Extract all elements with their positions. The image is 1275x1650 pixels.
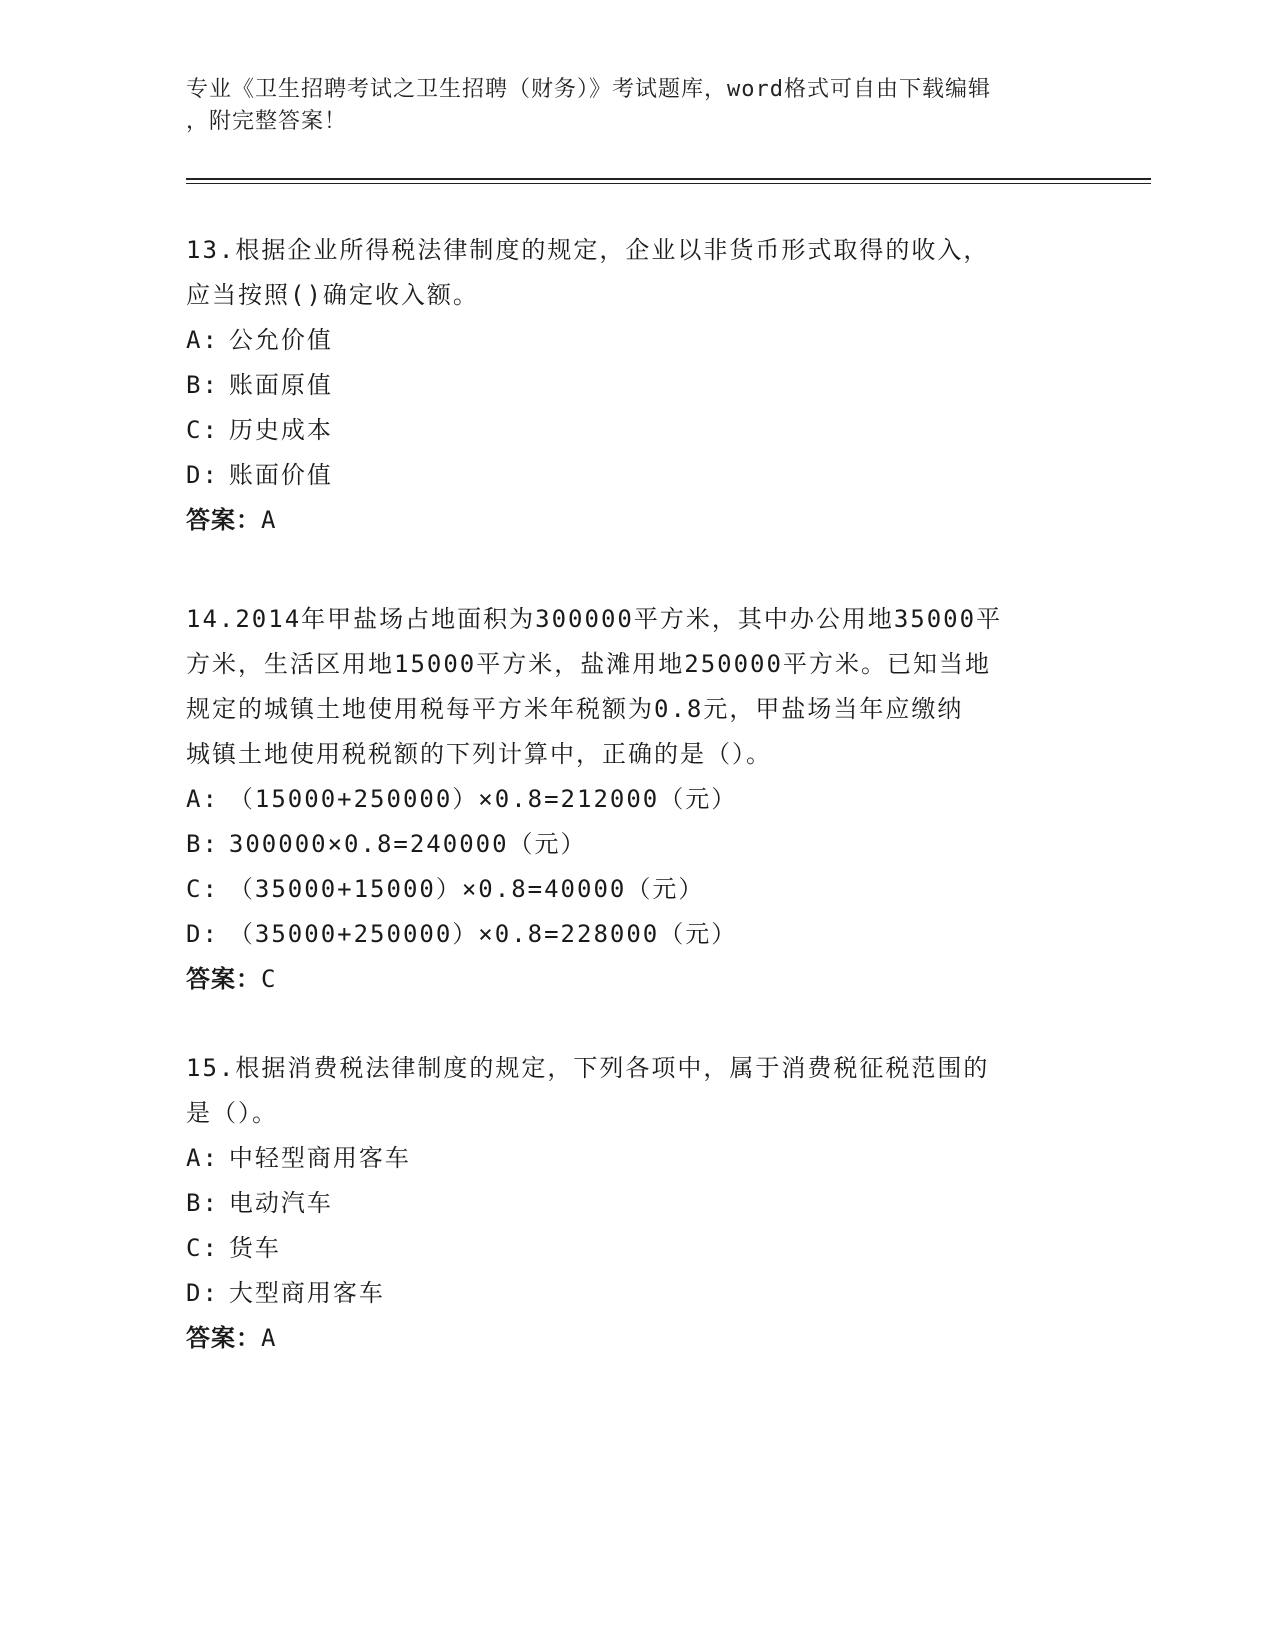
- option-d: [186, 1271, 1086, 1316]
- option-c: [186, 408, 1086, 453]
- option-text: 电动汽车: [228, 1189, 333, 1217]
- option-label: D:: [186, 920, 219, 948]
- option-label: D:: [186, 461, 219, 489]
- option-text: 大型商用客车: [228, 1279, 385, 1307]
- question-stem-line: 13.根据企业所得税法律制度的规定，企业以非货币形式取得的收入，: [186, 236, 990, 264]
- option-label: D:: [186, 1279, 219, 1307]
- question-stem-line: 应当按照()确定收入额。: [186, 281, 479, 309]
- option-label: A:: [186, 1144, 219, 1172]
- question-14: [186, 597, 1086, 1002]
- header-divider-thin: [186, 183, 1151, 184]
- answer-value: A: [261, 1324, 277, 1352]
- option-text: 历史成本: [228, 416, 333, 444]
- answer-value: A: [261, 506, 277, 534]
- option-label: C:: [186, 1234, 219, 1262]
- option-text: 货车: [228, 1234, 281, 1262]
- answer-label: 答案：: [186, 506, 261, 534]
- header-line-2: ，附完整答案！: [186, 109, 348, 134]
- option-text: （35000+250000）×0.8=228000（元）: [228, 920, 738, 948]
- option-a: [186, 1136, 1086, 1181]
- answer-label: 答案：: [186, 1324, 261, 1352]
- option-text: 中轻型商用客车: [228, 1144, 411, 1172]
- question-stem-line: 是（）。: [186, 1099, 278, 1127]
- answer: [186, 957, 1086, 1002]
- answer: [186, 498, 1086, 543]
- question-stem-line: 城镇土地使用税税额的下列计算中，正确的是（）。: [186, 740, 772, 768]
- option-label: B:: [186, 830, 219, 858]
- question-13: [186, 228, 1086, 543]
- option-b: [186, 1181, 1086, 1226]
- option-text: 账面价值: [228, 461, 333, 489]
- option-label: C:: [186, 416, 219, 444]
- question-15: [186, 1046, 1086, 1361]
- option-label: A:: [186, 785, 219, 813]
- option-d: [186, 912, 1086, 957]
- header-line-1: 专业《卫生招聘考试之卫生招聘（财务）》考试题库，word格式可自由下载编辑: [186, 77, 991, 102]
- option-label: A:: [186, 326, 219, 354]
- answer-label: 答案：: [186, 965, 261, 993]
- question-stem-line: 规定的城镇土地使用税每平方米年税额为0.8元，甲盐场当年应缴纳: [186, 695, 964, 723]
- document-header: [186, 74, 1066, 138]
- option-text: （15000+250000）×0.8=212000（元）: [228, 785, 738, 813]
- answer-value: C: [261, 965, 277, 993]
- question-stem-line: 方米，生活区用地15000平方米，盐滩用地250000平方米。已知当地: [186, 650, 991, 678]
- option-label: B:: [186, 1189, 219, 1217]
- option-a: [186, 318, 1086, 363]
- option-text: （35000+15000）×0.8=40000（元）: [228, 875, 705, 903]
- option-d: [186, 453, 1086, 498]
- option-c: [186, 867, 1086, 912]
- question-stem-line: 15.根据消费税法律制度的规定，下列各项中，属于消费税征税范围的: [186, 1054, 990, 1082]
- header-divider-thick: [186, 178, 1151, 180]
- option-b: [186, 363, 1086, 408]
- option-a: [186, 777, 1086, 822]
- option-text: 300000×0.8=240000（元）: [228, 830, 587, 858]
- option-label: C:: [186, 875, 219, 903]
- option-c: [186, 1226, 1086, 1271]
- option-label: B:: [186, 371, 219, 399]
- answer: [186, 1316, 1086, 1361]
- option-text: 账面原值: [228, 371, 333, 399]
- option-text: 公允价值: [228, 326, 333, 354]
- option-b: [186, 822, 1086, 867]
- question-stem-line: 14.2014年甲盐场占地面积为300000平方米，其中办公用地35000平: [186, 605, 1003, 633]
